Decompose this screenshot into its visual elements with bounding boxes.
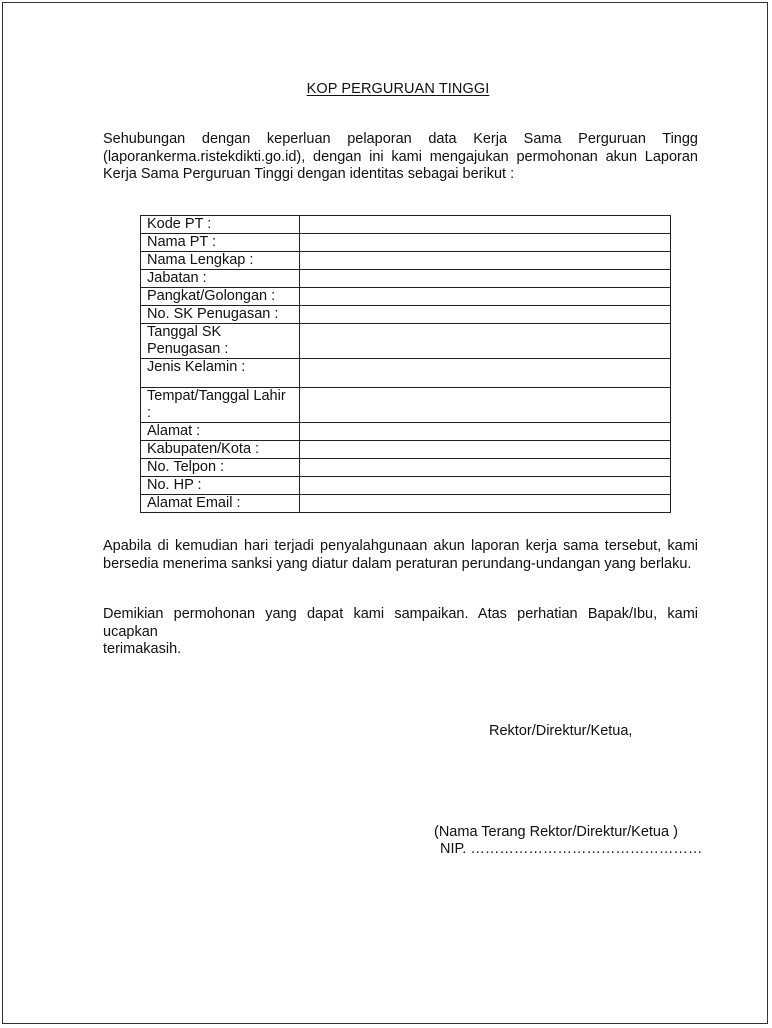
document-page (2, 2, 768, 1024)
closing-line-2: terimakasih. (103, 641, 182, 657)
form-label-nama-lengkap: Nama Lengkap : (141, 252, 300, 270)
form-value-tanggal-sk-penugasan (300, 324, 671, 359)
form-value-nama-lengkap (300, 252, 671, 270)
table-row (141, 359, 671, 388)
form-label-kabupaten-kota: Kabupaten/Kota : (141, 441, 300, 459)
signer-name: (Nama Terang Rektor/Direktur/Ketua ) (434, 824, 678, 840)
form-value-alamat (300, 423, 671, 441)
intro-paragraph: Sehubungan dengan keperluan pelaporan data Kerja Sama Perguruan Tingg (laporankerma.ristekdikti.go.id), dengan ini kami mengajukan permohonan akun Laporan Kerja Sama Perguruan Tinggi dengan identitas sebagai berikut : (103, 131, 698, 182)
form-value-alamat-email (300, 495, 671, 513)
signer-nip: NIP. ………………………………………… (440, 841, 703, 857)
signer-title: Rektor/Direktur/Ketua, (489, 723, 633, 739)
table-row (141, 423, 671, 441)
letterhead-title-text: KOP PERGURUAN TINGGI (306, 81, 490, 97)
form-value-jenis-kelamin (300, 359, 671, 388)
table-row (141, 234, 671, 252)
table-row (141, 252, 671, 270)
form-label-no-hp: No. HP : (141, 477, 300, 495)
table-row (141, 324, 671, 359)
table-row (141, 270, 671, 288)
form-label-alamat-email: Alamat Email : (141, 495, 300, 513)
form-value-kabupaten-kota (300, 441, 671, 459)
letterhead-title (3, 81, 767, 97)
identity-form-table (140, 215, 671, 513)
form-value-tempat-tanggal-lahir (300, 388, 671, 423)
form-value-kode-pt (300, 216, 671, 234)
closing-paragraph (103, 606, 698, 659)
form-value-jabatan (300, 270, 671, 288)
form-value-no-sk-penugasan (300, 306, 671, 324)
statement-paragraph: Apabila di kemudian hari terjadi penyalahgunaan akun laporan kerja sama tersebut, kami bersedia menerima sanksi yang diatur dalam peraturan perundang-undangan yang berlaku. (103, 538, 698, 572)
table-row (141, 306, 671, 324)
table-row (141, 288, 671, 306)
table-row (141, 216, 671, 234)
table-row (141, 459, 671, 477)
table-row (141, 477, 671, 495)
form-label-pangkat-golongan: Pangkat/Golongan : (141, 288, 300, 306)
form-value-nama-pt (300, 234, 671, 252)
form-label-no-sk-penugasan: No. SK Penugasan : (141, 306, 300, 324)
form-label-nama-pt: Nama PT : (141, 234, 300, 252)
form-value-no-telpon (300, 459, 671, 477)
form-label-jenis-kelamin: Jenis Kelamin : (141, 359, 300, 388)
form-label-kode-pt: Kode PT : (141, 216, 300, 234)
form-label-tanggal-sk-penugasan: Tanggal SK Penugasan : (141, 324, 300, 359)
table-row (141, 388, 671, 423)
closing-line-1: Demikian permohonan yang dapat kami sampaikan. Atas perhatian Bapak/Ibu, kami ucapkan (103, 606, 698, 640)
form-label-jabatan: Jabatan : (141, 270, 300, 288)
form-label-no-telpon: No. Telpon : (141, 459, 300, 477)
form-label-tempat-tanggal-lahir: Tempat/Tanggal Lahir : (141, 388, 300, 423)
form-label-alamat: Alamat : (141, 423, 300, 441)
form-value-pangkat-golongan (300, 288, 671, 306)
table-row (141, 495, 671, 513)
table-row (141, 441, 671, 459)
form-value-no-hp (300, 477, 671, 495)
